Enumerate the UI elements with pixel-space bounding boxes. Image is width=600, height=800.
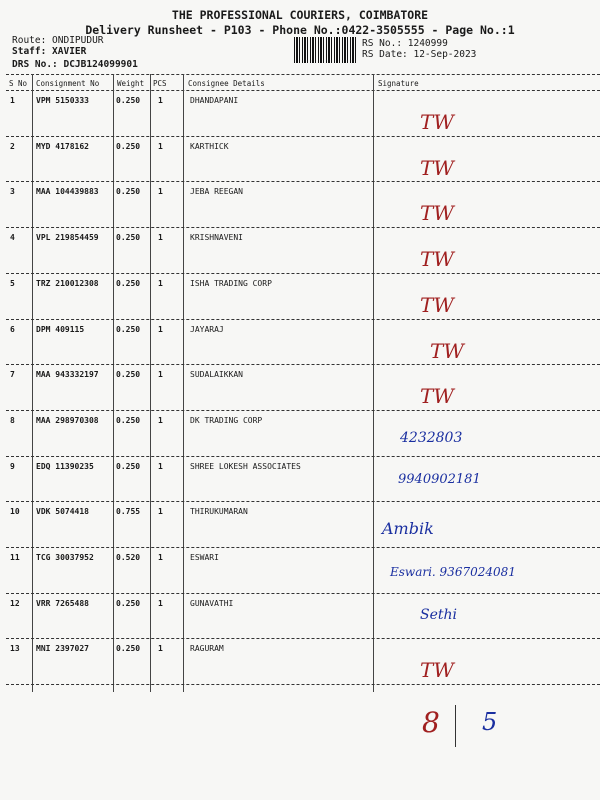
row-weight: 0.250 bbox=[116, 461, 141, 471]
row-consignee: KRISHNAVENI bbox=[190, 233, 243, 243]
row-sno: 11 bbox=[10, 553, 20, 562]
drs-label: DRS No.: DCJB124099901 bbox=[12, 59, 138, 70]
row-weight: 0.250 bbox=[116, 324, 141, 334]
row-sno: 8 bbox=[10, 415, 15, 425]
row-consignee: GUNAVATHI bbox=[190, 598, 234, 608]
col-header-consignment: Consignment No bbox=[36, 79, 100, 88]
row-pcs: 1 bbox=[158, 415, 163, 425]
staff-label: Staff: XAVIER bbox=[12, 46, 87, 57]
row-consignment-no: VRR 7265488 bbox=[36, 598, 89, 608]
row-consignee: SUDALAIKKAN bbox=[190, 370, 243, 380]
table-header-rule bbox=[6, 90, 600, 91]
row-signature: TW bbox=[420, 201, 454, 226]
footer-divider bbox=[455, 705, 456, 747]
row-signature: Sethi bbox=[420, 606, 457, 623]
row-signature: Ambik bbox=[382, 519, 434, 539]
row-weight: 0.250 bbox=[116, 233, 141, 243]
row-signature: TW bbox=[430, 338, 464, 363]
row-separator bbox=[6, 319, 600, 320]
row-consignment-no: VPM 5150333 bbox=[36, 96, 89, 105]
row-consignee: RAGURAM bbox=[190, 644, 224, 654]
row-pcs: 1 bbox=[158, 187, 163, 197]
row-pcs: 1 bbox=[158, 141, 163, 151]
row-sno: 2 bbox=[10, 141, 15, 151]
row-signature: TW bbox=[420, 247, 454, 272]
row-sno: 12 bbox=[10, 598, 20, 608]
row-consignment-no: MAA 104439883 bbox=[36, 187, 99, 197]
row-consignment-no: DPM 409115 bbox=[36, 324, 85, 334]
col-header-pcs: PCS bbox=[153, 79, 167, 88]
row-consignee: THIRUKUMARAN bbox=[190, 507, 248, 517]
row-signature: TW bbox=[420, 658, 454, 683]
row-signature: TW bbox=[420, 384, 454, 409]
row-separator bbox=[6, 593, 600, 594]
row-separator bbox=[6, 501, 600, 502]
row-weight: 0.520 bbox=[116, 553, 141, 562]
row-separator bbox=[6, 547, 600, 548]
row-separator bbox=[6, 273, 600, 274]
row-consignee: JEBA REEGAN bbox=[190, 187, 243, 197]
rs-number: RS No.: 1240999 bbox=[362, 38, 448, 49]
row-weight: 0.250 bbox=[116, 644, 141, 654]
col-header-weight: Weight bbox=[117, 79, 145, 88]
row-separator bbox=[6, 456, 600, 457]
row-consignee: KARTHICK bbox=[190, 141, 229, 151]
row-consignee: DHANDAPANI bbox=[190, 96, 239, 105]
row-weight: 0.250 bbox=[116, 415, 141, 425]
row-separator bbox=[6, 227, 600, 228]
row-weight: 0.250 bbox=[116, 598, 141, 608]
row-separator bbox=[6, 136, 600, 137]
row-separator bbox=[6, 684, 600, 685]
barcode-image bbox=[294, 37, 358, 63]
row-sno: 5 bbox=[10, 278, 15, 288]
row-consignment-no: MAA 943332197 bbox=[36, 370, 99, 380]
row-weight: 0.250 bbox=[116, 187, 141, 197]
row-consignment-no: VPL 219854459 bbox=[36, 233, 99, 243]
col-separator bbox=[32, 74, 33, 692]
row-consignment-no: TCG 30037952 bbox=[36, 553, 94, 562]
row-weight: 0.250 bbox=[116, 141, 141, 151]
row-signature: Eswari. 9367024081 bbox=[390, 565, 516, 579]
row-weight: 0.250 bbox=[116, 96, 141, 105]
row-pcs: 1 bbox=[158, 461, 163, 471]
row-weight: 0.250 bbox=[116, 278, 141, 288]
row-sno: 3 bbox=[10, 187, 15, 197]
row-signature: 4232803 bbox=[400, 429, 463, 446]
row-sno: 6 bbox=[10, 324, 15, 334]
col-separator bbox=[113, 74, 114, 692]
row-separator bbox=[6, 181, 600, 182]
row-sno: 10 bbox=[10, 507, 20, 517]
row-pcs: 1 bbox=[158, 96, 163, 105]
row-consignee: JAYARAJ bbox=[190, 324, 224, 334]
col-header-sno: S No bbox=[9, 79, 28, 88]
row-pcs: 1 bbox=[158, 644, 163, 654]
row-consignment-no: MAA 298970308 bbox=[36, 415, 99, 425]
row-sno: 7 bbox=[10, 370, 15, 380]
row-separator bbox=[6, 410, 600, 411]
handwritten-count-delivered: 8 bbox=[422, 706, 440, 739]
row-sno: 9 bbox=[10, 461, 15, 471]
row-pcs: 1 bbox=[158, 507, 163, 517]
col-separator bbox=[150, 74, 151, 692]
route-label: Route: ONDIPUDUR bbox=[12, 35, 104, 46]
row-consignee: DK TRADING CORP bbox=[190, 415, 263, 425]
row-separator bbox=[6, 364, 600, 365]
row-sno: 4 bbox=[10, 233, 15, 243]
row-signature: TW bbox=[420, 292, 454, 317]
row-consignment-no: TRZ 210012308 bbox=[36, 278, 99, 288]
table-top-rule bbox=[6, 74, 600, 75]
col-separator bbox=[183, 74, 184, 692]
row-pcs: 1 bbox=[158, 233, 163, 243]
col-header-signature: Signature bbox=[378, 79, 419, 88]
handwritten-count-other: 5 bbox=[482, 708, 498, 736]
row-consignment-no: VDK 5074418 bbox=[36, 507, 89, 517]
row-consignment-no: MYD 4178162 bbox=[36, 141, 89, 151]
row-sno: 1 bbox=[10, 96, 15, 105]
row-pcs: 1 bbox=[158, 370, 163, 380]
row-separator bbox=[6, 638, 600, 639]
row-consignee: ISHA TRADING CORP bbox=[190, 278, 272, 288]
row-consignment-no: MNI 2397027 bbox=[36, 644, 89, 654]
row-consignment-no: EDQ 11390235 bbox=[36, 461, 94, 471]
row-pcs: 1 bbox=[158, 278, 163, 288]
row-sno: 13 bbox=[10, 644, 20, 654]
runsheet-subtitle: Delivery Runsheet - P103 - Phone No.:0422-3505555 - Page No.:1 bbox=[85, 23, 515, 37]
row-weight: 0.250 bbox=[116, 370, 141, 380]
row-consignee: ESWARI bbox=[190, 553, 219, 562]
col-header-consignee: Consignee Details bbox=[188, 79, 265, 88]
row-pcs: 1 bbox=[158, 553, 163, 562]
row-signature: TW bbox=[420, 155, 454, 180]
row-pcs: 1 bbox=[158, 324, 163, 334]
company-title: THE PROFESSIONAL COURIERS, COIMBATORE bbox=[171, 8, 429, 22]
row-consignee: SHREE LOKESH ASSOCIATES bbox=[190, 461, 301, 471]
row-signature: 9940902181 bbox=[398, 471, 481, 487]
col-separator bbox=[373, 74, 374, 692]
row-weight: 0.755 bbox=[116, 507, 141, 517]
rs-date: RS Date: 12-Sep-2023 bbox=[362, 49, 477, 60]
row-pcs: 1 bbox=[158, 598, 163, 608]
row-signature: TW bbox=[420, 110, 454, 134]
